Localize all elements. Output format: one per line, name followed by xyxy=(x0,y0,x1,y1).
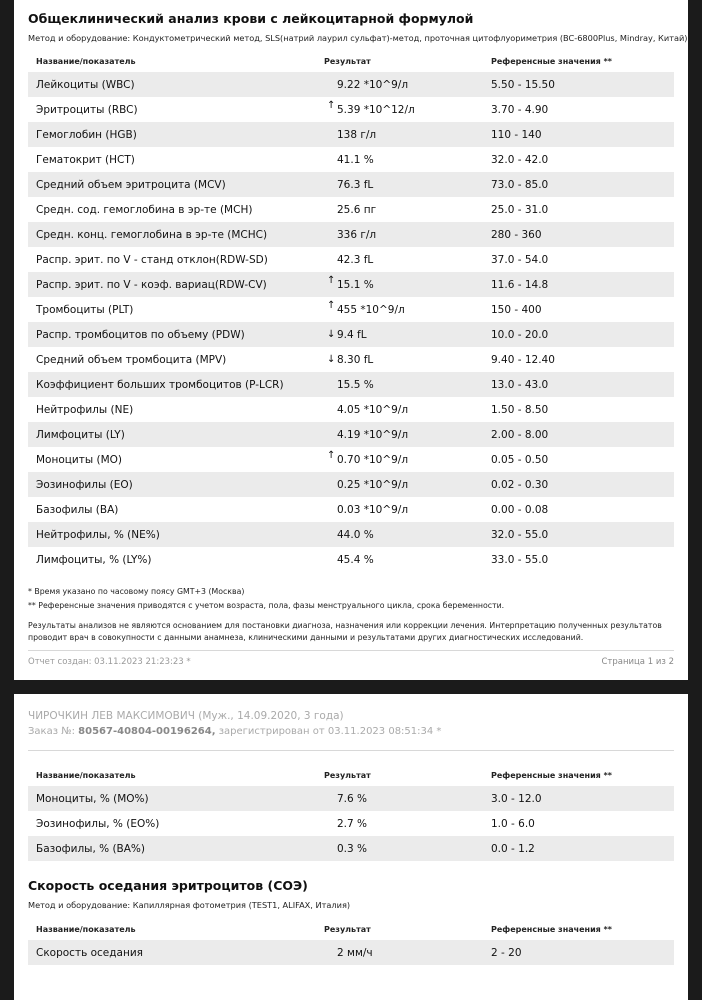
cbc-title: Общеклинический анализ крови с лейкоцитарной формулой xyxy=(28,11,474,26)
row-reference: 280 - 360 xyxy=(491,228,542,241)
table-row xyxy=(28,97,674,122)
row-name: Распр. тромбоцитов по объему (PDW) xyxy=(36,328,245,341)
row-result: 0.3 % xyxy=(337,842,368,855)
row-result: 25.6 пг xyxy=(337,203,377,216)
row-result-cell xyxy=(323,354,491,366)
row-name: Нейтрофилы (NE) xyxy=(36,403,134,416)
row-reference: 5.50 - 15.50 xyxy=(491,78,555,91)
header-name: Название/показатель xyxy=(36,924,136,934)
order-number: 80567-40804-00196264, xyxy=(78,726,216,737)
table-row xyxy=(28,372,674,397)
cbc-table xyxy=(28,50,674,572)
header-ref: Референсные значения ** xyxy=(491,924,612,934)
row-result-cell xyxy=(323,947,491,959)
row-name: Моноциты (MO) xyxy=(36,453,123,466)
disclaimer: Результаты анализов не являются основанием для постановки диагноза, назначения или коррекции лечения. Интерпретацию полученных результатов проводит врач в совокупности с данными анамнеза, клиническими данными и результатами других диагностических исследований. xyxy=(28,621,662,642)
table-row xyxy=(28,547,674,572)
arrow-up-icon: ↑ xyxy=(327,274,336,286)
row-name: Коэффициент больших тромбоцитов (P-LCR) xyxy=(36,378,284,391)
row-reference: 0.02 - 0.30 xyxy=(491,478,549,491)
table-row xyxy=(28,497,674,522)
row-name: Тромбоциты (PLT) xyxy=(36,303,134,316)
row-result: 138 г/л xyxy=(337,128,377,141)
esr-title: Скорость оседания эритроцитов (СОЭ) xyxy=(28,878,308,893)
row-name: Средн. конц. гемоглобина в эр-те (MCHC) xyxy=(36,228,268,241)
table-row xyxy=(28,147,674,172)
arrow-up-icon: ↑ xyxy=(327,99,336,111)
cbc-method: Метод и оборудование: Кондуктометрический метод, SLS(натрий лаурил сульфат)-метод, проточная цитофлуориметрия (BC-6800Plus, Mindray, Китай) xyxy=(28,33,688,43)
header-result: Результат xyxy=(324,56,371,66)
row-result: 9.4 fL xyxy=(337,328,367,341)
row-result-cell xyxy=(323,529,491,541)
row-name: Средний объем тромбоцита (MPV) xyxy=(36,353,227,366)
row-name: Гемоглобин (HGB) xyxy=(36,128,137,141)
row-name: Лимфоциты (LY) xyxy=(36,428,125,441)
row-reference: 25.0 - 31.0 xyxy=(491,203,549,216)
table-row xyxy=(28,811,674,836)
table-row xyxy=(28,472,674,497)
table-row xyxy=(28,422,674,447)
table-row xyxy=(28,72,674,97)
row-reference: 0.0 - 1.2 xyxy=(491,842,535,855)
table-header xyxy=(28,50,674,72)
row-reference: 33.0 - 55.0 xyxy=(491,553,549,566)
header-name: Название/показатель xyxy=(36,56,136,66)
report-created: Отчет создан: 03.11.2023 21:23:23 * xyxy=(28,657,191,667)
row-result: 455 *10^9/л xyxy=(337,303,405,316)
row-reference: 9.40 - 12.40 xyxy=(491,353,555,366)
table-row xyxy=(28,447,674,472)
patient-info: ЧИРОЧКИН ЛЕВ МАКСИМОВИЧ (Муж., 14.09.2020, 3 года) xyxy=(28,710,344,722)
row-reference: 0.05 - 0.50 xyxy=(491,453,549,466)
table-row xyxy=(28,940,674,965)
timezone-note: * Время указано по часовому поясу GMT+3 (Москва) xyxy=(28,587,245,596)
row-reference: 10.0 - 20.0 xyxy=(491,328,549,341)
row-name: Средн. сод. гемоглобина в эр-те (MCH) xyxy=(36,203,253,216)
row-result: 42.3 fL xyxy=(337,253,374,266)
row-result-cell xyxy=(323,843,491,855)
row-result-cell xyxy=(323,79,491,91)
table-row xyxy=(28,172,674,197)
row-result: 4.05 *10^9/л xyxy=(337,403,409,416)
row-result-cell xyxy=(323,504,491,516)
row-result: 8.30 fL xyxy=(337,353,374,366)
table-row xyxy=(28,222,674,247)
row-reference: 0.00 - 0.08 xyxy=(491,503,549,516)
row-result-cell xyxy=(323,179,491,191)
row-result: 44.0 % xyxy=(337,528,374,541)
row-result: 9.22 *10^9/л xyxy=(337,78,409,91)
row-name: Моноциты, % (MO%) xyxy=(36,792,149,805)
reference-note: ** Референсные значения приводятся с учетом возраста, пола, фазы менструального цикла, срока беременности. xyxy=(28,601,505,610)
row-result-cell xyxy=(323,299,491,316)
row-result: 76.3 fL xyxy=(337,178,374,191)
row-result-cell xyxy=(323,154,491,166)
row-name: Нейтрофилы, % (NE%) xyxy=(36,528,160,541)
row-result: 15.1 % xyxy=(337,278,374,291)
row-name: Лимфоциты, % (LY%) xyxy=(36,553,152,566)
arrow-up-icon: ↑ xyxy=(327,299,336,311)
row-result-cell xyxy=(323,793,491,805)
header-ref: Референсные значения ** xyxy=(491,56,612,66)
row-reference: 110 - 140 xyxy=(491,128,542,141)
row-result-cell xyxy=(323,229,491,241)
row-result-cell xyxy=(323,479,491,491)
order-label: Заказ №: xyxy=(28,726,75,737)
arrow-up-icon: ↑ xyxy=(327,449,336,461)
row-reference: 73.0 - 85.0 xyxy=(491,178,549,191)
row-result-cell xyxy=(323,429,491,441)
row-result-cell xyxy=(323,204,491,216)
row-result-cell xyxy=(323,329,491,341)
page-number: Страница 1 из 2 xyxy=(601,657,674,667)
row-result-cell xyxy=(323,379,491,391)
row-reference: 1.50 - 8.50 xyxy=(491,403,549,416)
report-page-2 xyxy=(14,694,688,1000)
row-name: Средний объем эритроцита (MCV) xyxy=(36,178,226,191)
table-row xyxy=(28,272,674,297)
order-registered: зарегистрирован от 03.11.2023 08:51:34 * xyxy=(218,726,442,737)
row-result: 0.70 *10^9/л xyxy=(337,453,409,466)
row-result-cell xyxy=(323,818,491,830)
row-result: 0.25 *10^9/л xyxy=(337,478,409,491)
row-reference: 37.0 - 54.0 xyxy=(491,253,549,266)
table-header xyxy=(28,918,674,940)
esr-rows xyxy=(28,940,674,965)
row-name: Лейкоциты (WBC) xyxy=(36,78,135,91)
row-reference: 150 - 400 xyxy=(491,303,542,316)
table-row xyxy=(28,397,674,422)
esr-method: Метод и оборудование: Капиллярная фотометрия (TEST1, ALIFAX, Италия) xyxy=(28,900,351,910)
table-row xyxy=(28,122,674,147)
row-result-cell xyxy=(323,129,491,141)
table-row xyxy=(28,786,674,811)
footer-divider xyxy=(28,650,674,651)
row-result: 5.39 *10^12/л xyxy=(337,103,415,116)
row-reference: 32.0 - 55.0 xyxy=(491,528,549,541)
row-result: 0.03 *10^9/л xyxy=(337,503,409,516)
report-page-1 xyxy=(14,0,688,680)
row-result-cell xyxy=(323,274,491,291)
header-ref: Референсные значения ** xyxy=(491,770,612,780)
header-result: Результат xyxy=(324,770,371,780)
table-row xyxy=(28,347,674,372)
cbc-rows xyxy=(28,72,674,572)
percent-rows xyxy=(28,786,674,861)
row-name: Базофилы (BA) xyxy=(36,503,119,516)
row-reference: 2 - 20 xyxy=(491,946,522,959)
row-reference: 11.6 - 14.8 xyxy=(491,278,549,291)
row-name: Распр. эрит. по V - станд отклон(RDW-SD) xyxy=(36,253,268,266)
row-name: Эозинофилы (EO) xyxy=(36,478,133,491)
row-name: Эритроциты (RBC) xyxy=(36,103,138,116)
arrow-down-icon: ↓ xyxy=(327,353,336,365)
row-reference: 3.70 - 4.90 xyxy=(491,103,549,116)
header-result: Результат xyxy=(324,924,371,934)
table-row xyxy=(28,522,674,547)
row-name: Эозинофилы, % (EO%) xyxy=(36,817,160,830)
arrow-down-icon: ↓ xyxy=(327,328,336,340)
row-name: Распр. эрит. по V - коэф. вариац(RDW-CV) xyxy=(36,278,267,291)
table-header xyxy=(28,764,674,786)
row-reference: 32.0 - 42.0 xyxy=(491,153,549,166)
row-result: 336 г/л xyxy=(337,228,377,241)
row-result: 4.19 *10^9/л xyxy=(337,428,409,441)
header-divider xyxy=(28,750,674,751)
row-result: 15.5 % xyxy=(337,378,374,391)
esr-table xyxy=(28,918,674,965)
row-result: 41.1 % xyxy=(337,153,374,166)
row-name: Гематокрит (HCT) xyxy=(36,153,135,166)
row-result: 2.7 % xyxy=(337,817,368,830)
header-name: Название/показатель xyxy=(36,770,136,780)
table-row xyxy=(28,322,674,347)
row-result: 45.4 % xyxy=(337,553,374,566)
table-row xyxy=(28,297,674,322)
row-result-cell xyxy=(323,554,491,566)
row-result: 7.6 % xyxy=(337,792,368,805)
row-result-cell xyxy=(323,404,491,416)
percent-table xyxy=(28,764,674,861)
table-row xyxy=(28,247,674,272)
table-row xyxy=(28,197,674,222)
row-result-cell xyxy=(323,254,491,266)
row-reference: 2.00 - 8.00 xyxy=(491,428,549,441)
row-result-cell xyxy=(323,99,491,116)
row-result-cell xyxy=(323,449,491,466)
row-result: 2 мм/ч xyxy=(337,946,373,959)
row-reference: 13.0 - 43.0 xyxy=(491,378,549,391)
row-name: Скорость оседания xyxy=(36,946,143,959)
row-reference: 1.0 - 6.0 xyxy=(491,817,535,830)
row-reference: 3.0 - 12.0 xyxy=(491,792,542,805)
row-name: Базофилы, % (BA%) xyxy=(36,842,145,855)
table-row xyxy=(28,836,674,861)
order-info xyxy=(28,726,441,737)
